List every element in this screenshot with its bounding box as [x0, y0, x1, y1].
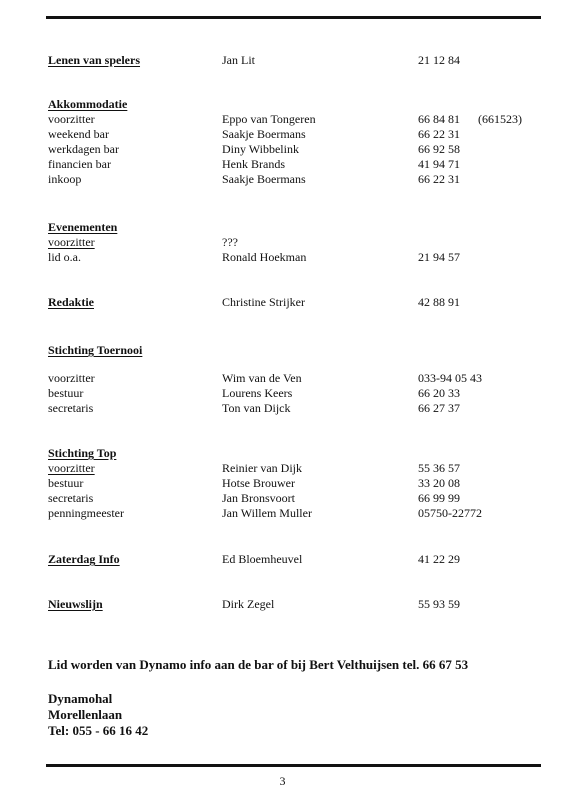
phone-number: 66 20 33 [418, 386, 460, 400]
lenen-row [0, 53, 565, 68]
toernooi-row [0, 401, 565, 416]
address-line-3: Tel: 055 - 66 16 42 [48, 723, 149, 738]
person-name: Reinier van Dijk [222, 461, 302, 475]
zaterdag-row [0, 552, 565, 567]
person-name: Saakje Boermans [222, 127, 306, 141]
person-name: Jan Bronsvoort [222, 491, 295, 505]
person-name: Wim van de Ven [222, 371, 302, 385]
lenen-title: Lenen van spelers [48, 53, 141, 67]
evenementen-row [0, 250, 565, 265]
toernooi-title: Stichting Toernooi [48, 343, 143, 357]
role-label: voorzitter [48, 461, 95, 475]
phone-number: 21 94 57 [418, 250, 460, 264]
membership-note: Lid worden van Dynamo info aan de bar of bij Bert Velthuijsen tel. 66 67 53 [48, 657, 469, 672]
toernooi-row [0, 386, 565, 401]
top-row [0, 476, 565, 491]
akkommodatie-row [0, 142, 565, 157]
evenementen-row [0, 235, 565, 250]
person-name: Saakje Boermans [222, 172, 306, 186]
redaktie-title: Redaktie [48, 295, 94, 309]
role-label: bestuur [48, 386, 84, 400]
role-label: bestuur [48, 476, 84, 490]
zaterdag-phone: 41 22 29 [418, 552, 460, 566]
role-label: voorzitter [48, 235, 95, 249]
phone-number: 41 94 71 [418, 157, 460, 171]
akkommodatie-title: Akkommodatie [48, 97, 128, 111]
role-label: inkoop [48, 172, 82, 186]
nieuwslijn-phone: 55 93 59 [418, 597, 460, 611]
phone-number: 66 27 37 [418, 401, 460, 415]
top-row [0, 461, 565, 476]
role-label: weekend bar [48, 127, 109, 141]
phone-number: 66 92 58 [418, 142, 460, 156]
person-name: Ronald Hoekman [222, 250, 307, 264]
top-title: Stichting Top [48, 446, 117, 460]
akkommodatie-row [0, 112, 565, 127]
role-label: voorzitter [48, 112, 95, 126]
person-name: Diny Wibbelink [222, 142, 299, 156]
phone-number: 66 22 31 [418, 172, 460, 186]
redaktie-name: Christine Strijker [222, 295, 305, 309]
top-row [0, 491, 565, 506]
address-line-2: Morellenlaan [48, 707, 123, 722]
phone-number: 05750-22772 [418, 506, 482, 520]
nieuwslijn-row [0, 597, 565, 612]
address-line-1: Dynamohal [48, 691, 113, 706]
person-name: Jan Willem Muller [222, 506, 312, 520]
phone-number: 033-94 05 43 [418, 371, 482, 385]
role-label: secretaris [48, 491, 94, 505]
redaktie-phone: 42 88 91 [418, 295, 460, 309]
person-name: Ton van Dijck [222, 401, 291, 415]
role-label: lid o.a. [48, 250, 81, 264]
role-label: werkdagen bar [48, 142, 119, 156]
zaterdag-title: Zaterdag Info [48, 552, 120, 566]
role-label: penningmeester [48, 506, 124, 520]
role-label: voorzitter [48, 371, 95, 385]
phone-number: 66 22 31 [418, 127, 460, 141]
akkommodatie-row [0, 157, 565, 172]
akkommodatie-row [0, 172, 565, 187]
phone-number: 55 36 57 [418, 461, 460, 475]
zaterdag-name: Ed Bloemheuvel [222, 552, 303, 566]
top-title-row [0, 446, 565, 461]
redaktie-row [0, 295, 565, 310]
person-name: Henk Brands [222, 157, 285, 171]
top-rule [46, 16, 541, 19]
lenen-phone: 21 12 84 [418, 53, 460, 67]
evenementen-title-row [0, 220, 565, 235]
toernooi-row [0, 371, 565, 386]
phone-number: 66 99 99 [418, 491, 460, 505]
person-name: Lourens Keers [222, 386, 293, 400]
evenementen-title: Evenementen [48, 220, 118, 234]
phone-number: 33 20 08 [418, 476, 460, 490]
role-label: financien bar [48, 157, 111, 171]
bottom-rule [46, 764, 541, 767]
alt-phone-number: (661523) [478, 112, 522, 126]
top-row [0, 506, 565, 521]
phone-number: 66 84 81 [418, 112, 460, 126]
akkommodatie-title-row [0, 97, 565, 112]
nieuwslijn-name: Dirk Zegel [222, 597, 275, 611]
role-label: secretaris [48, 401, 94, 415]
akkommodatie-row [0, 127, 565, 142]
toernooi-title-row [0, 343, 565, 358]
page-number: 3 [279, 774, 286, 788]
person-name: ??? [222, 235, 238, 249]
lenen-name: Jan Lit [222, 53, 255, 67]
person-name: Eppo van Tongeren [222, 112, 316, 126]
nieuwslijn-title: Nieuwslijn [48, 597, 103, 611]
person-name: Hotse Brouwer [222, 476, 295, 490]
